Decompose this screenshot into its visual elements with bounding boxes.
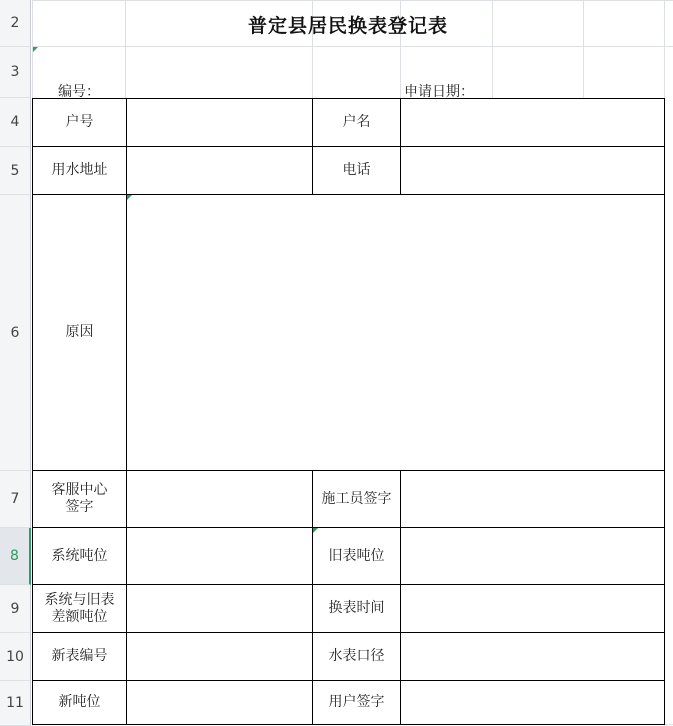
row-header-8[interactable]: 8 [0,528,31,585]
address-value[interactable] [127,147,312,194]
system-tonnage-value[interactable] [127,528,312,584]
row-header-6[interactable]: 6 [0,195,31,471]
meter-caliber-value[interactable] [401,633,664,680]
diff-tonnage-label[interactable] [33,585,126,632]
row-header-4[interactable]: 4 [0,98,31,147]
installer-sign-label[interactable]: 施工员签字 [321,490,392,507]
user-sign-label[interactable]: 用户签字 [328,694,385,710]
installer-sign-value[interactable] [401,471,664,527]
form-title[interactable]: 普定县居民换表登记表 [247,14,448,37]
service-sign-value[interactable] [127,471,312,527]
phone-label[interactable]: 电话 [342,162,371,178]
diff-tonnage-label-line1: 系统与旧表 [44,591,115,608]
household-name-value[interactable] [401,99,664,146]
change-time-value[interactable] [401,585,664,632]
reason-label[interactable]: 原因 [65,324,94,340]
household-no-value[interactable] [127,99,312,146]
old-meter-tonnage-label[interactable]: 旧表吨位 [328,547,385,564]
service-sign-label-line2: 签字 [65,499,94,515]
comment-marker [33,47,38,52]
household-name-label[interactable]: 户名 [342,114,371,130]
meter-caliber-label[interactable]: 水表口径 [328,648,385,664]
new-tonnage-label[interactable]: 新吨位 [58,694,101,710]
diff-tonnage-label-line2: 差额吨位 [51,608,108,625]
user-sign-value[interactable] [401,681,664,724]
address-label[interactable]: 用水地址 [51,162,108,178]
system-tonnage-label[interactable]: 系统吨位 [51,547,108,564]
row-header-5[interactable]: 5 [0,147,31,195]
diff-tonnage-value[interactable] [127,585,312,632]
row-header-3[interactable]: 3 [0,47,31,98]
row-header-10[interactable]: 10 [0,633,31,681]
row-header-9[interactable]: 9 [0,585,31,633]
reason-value[interactable] [127,195,664,470]
change-time-label[interactable]: 换表时间 [328,600,385,616]
row-header-11[interactable]: 11 [0,681,31,726]
row-header-2[interactable]: 2 [0,0,31,47]
date-label[interactable]: 申请日期： [404,84,474,100]
phone-value[interactable] [401,147,664,194]
new-meter-no-label[interactable]: 新表编号 [51,648,108,664]
row-header-7[interactable]: 7 [0,471,31,528]
new-meter-no-value[interactable] [127,633,312,680]
household-no-label[interactable]: 户号 [65,114,94,130]
service-sign-label[interactable] [33,471,126,527]
new-tonnage-value[interactable] [127,681,312,724]
number-label[interactable]: 编号： [58,84,100,100]
service-sign-label-line1: 客服中心 [51,482,108,498]
old-meter-tonnage-value[interactable] [401,528,664,584]
